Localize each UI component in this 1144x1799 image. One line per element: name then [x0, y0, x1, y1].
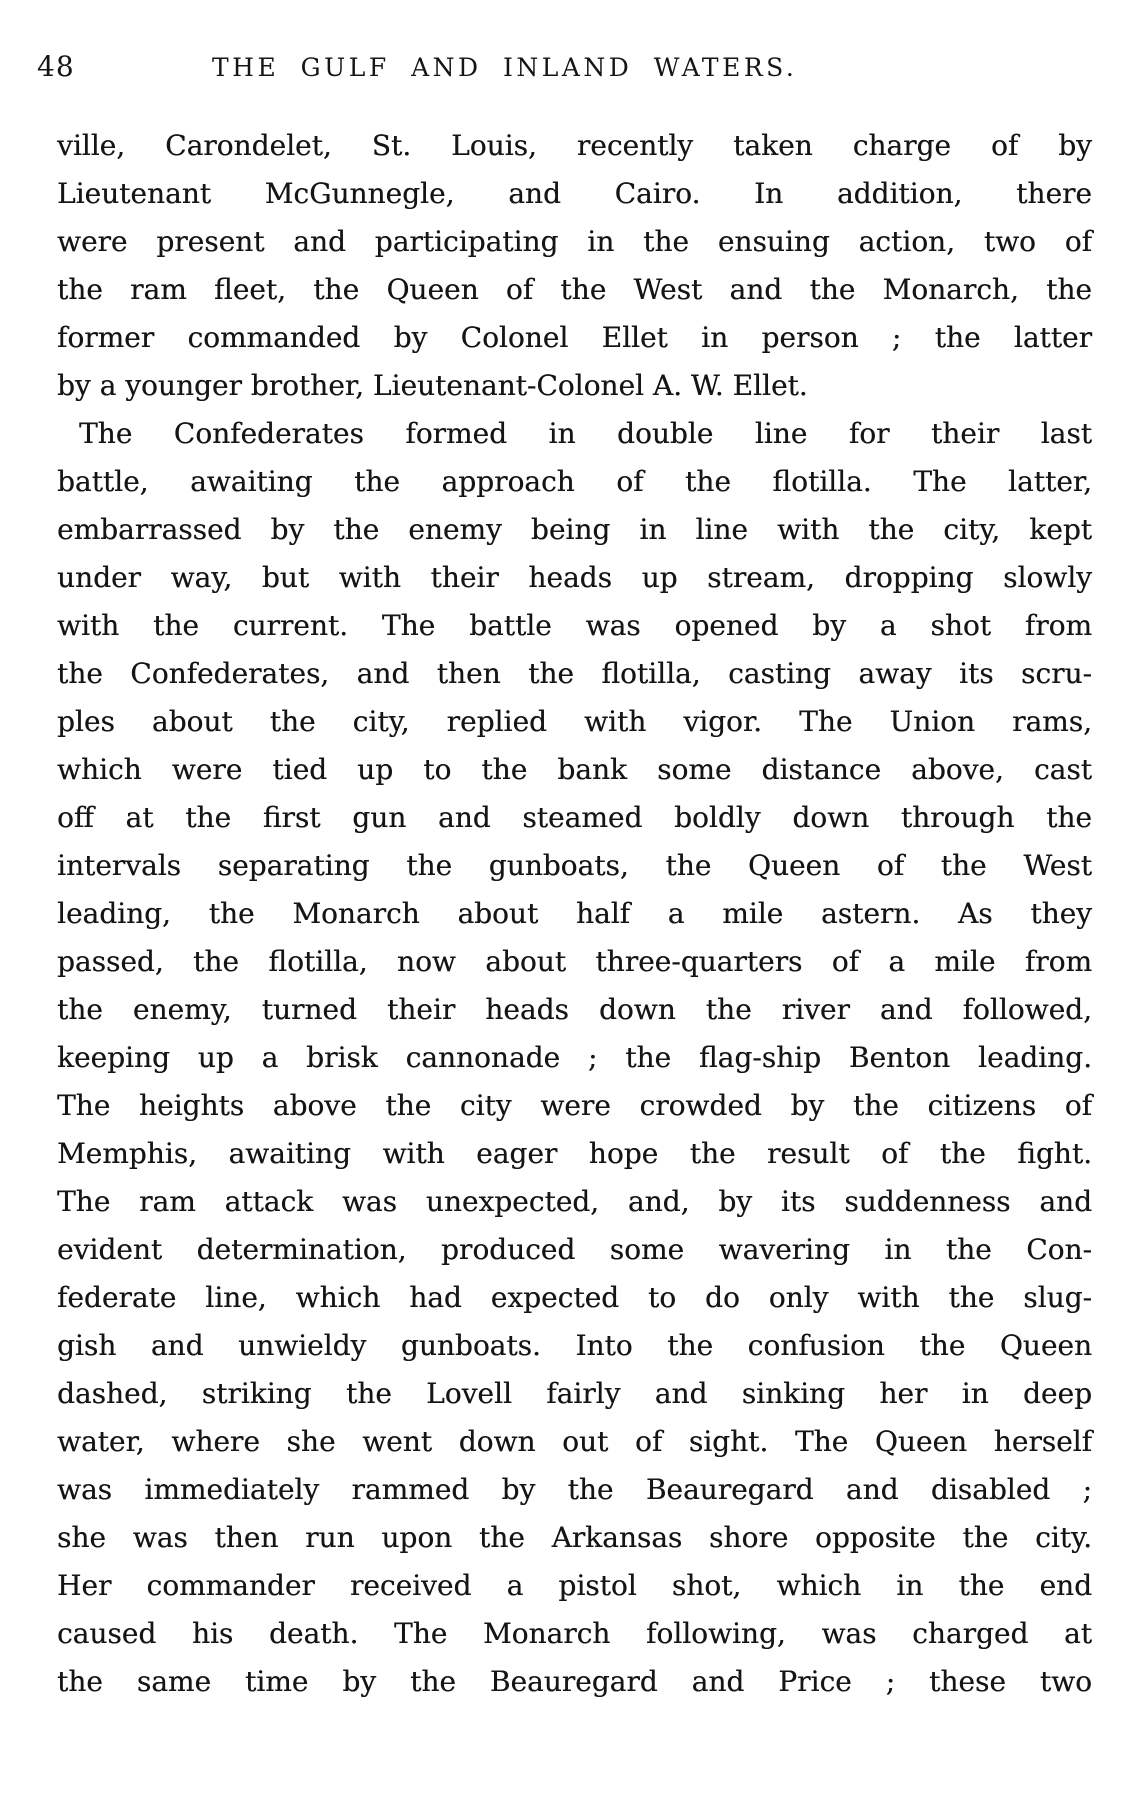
- text-line: water, where she went down out of sight. The Queen herself: [57, 1425, 1092, 1458]
- text-line: keeping up a brisk cannonade ; the flag-ship Benton leading.: [57, 1041, 1092, 1074]
- text-line: battle, awaiting the approach of the flotilla. The latter,: [57, 465, 1092, 498]
- text-line: gish and unwieldy gunboats. Into the confusion the Queen: [57, 1329, 1092, 1362]
- text-line: ples about the city, replied with vigor. The Union rams,: [57, 705, 1092, 738]
- text-line: which were tied up to the bank some distance above, cast: [57, 753, 1092, 786]
- text-line: The ram attack was unexpected, and, by its suddenness and: [57, 1185, 1092, 1218]
- text-line: were present and participating in the ensuing action, two of: [57, 225, 1092, 258]
- text-line: evident determination, produced some wavering in the Con-: [57, 1233, 1092, 1266]
- text-line: was immediately rammed by the Beauregard and disabled ;: [57, 1473, 1092, 1506]
- text-line: the ram fleet, the Queen of the West and the Monarch, the: [57, 273, 1092, 306]
- text-line: the enemy, turned their heads down the river and followed,: [57, 993, 1092, 1026]
- text-line: federate line, which had expected to do only with the slug-: [57, 1281, 1092, 1314]
- page-body: [57, 122, 1092, 1706]
- text-line: ville, Carondelet, St. Louis, recently taken charge of by: [57, 129, 1092, 162]
- text-line: leading, the Monarch about half a mile astern. As they: [57, 897, 1092, 930]
- text-line: Her commander received a pistol shot, which in the end: [57, 1569, 1092, 1602]
- text-line: under way, but with their heads up stream, dropping slowly: [57, 561, 1092, 594]
- text-line: Memphis, awaiting with eager hope the result of the fight.: [57, 1137, 1092, 1170]
- text-line-paragraph-start: The Confederates formed in double line for their last: [79, 417, 1092, 450]
- text-line: with the current. The battle was opened by a shot from: [57, 609, 1092, 642]
- page-number: 48: [37, 50, 75, 83]
- text-line: Lieutenant McGunnegle, and Cairo. In addition, there: [57, 177, 1092, 210]
- text-line: intervals separating the gunboats, the Queen of the West: [57, 849, 1092, 882]
- text-line: off at the first gun and steamed boldly down through the: [57, 801, 1092, 834]
- text-line: The heights above the city were crowded by the citizens of: [57, 1089, 1092, 1122]
- text-line: she was then run upon the Arkansas shore opposite the city.: [57, 1521, 1092, 1554]
- text-line: the Confederates, and then the flotilla, casting away its scru-: [57, 657, 1092, 690]
- text-line-paragraph-end: by a younger brother, Lieutenant-Colonel A. W. Ellet.: [57, 369, 808, 402]
- text-line: dashed, striking the Lovell fairly and sinking her in deep: [57, 1377, 1092, 1410]
- text-line: passed, the flotilla, now about three-quarters of a mile from: [57, 945, 1092, 978]
- running-title: THE GULF AND INLAND WATERS.: [212, 53, 798, 82]
- text-line: former commanded by Colonel Ellet in person ; the latter: [57, 321, 1092, 354]
- text-line: the same time by the Beauregard and Price ; these two: [57, 1665, 1092, 1698]
- text-line: caused his death. The Monarch following, was charged at: [57, 1617, 1092, 1650]
- text-line: embarrassed by the enemy being in line with the city, kept: [57, 513, 1092, 546]
- running-header: [0, 50, 1144, 92]
